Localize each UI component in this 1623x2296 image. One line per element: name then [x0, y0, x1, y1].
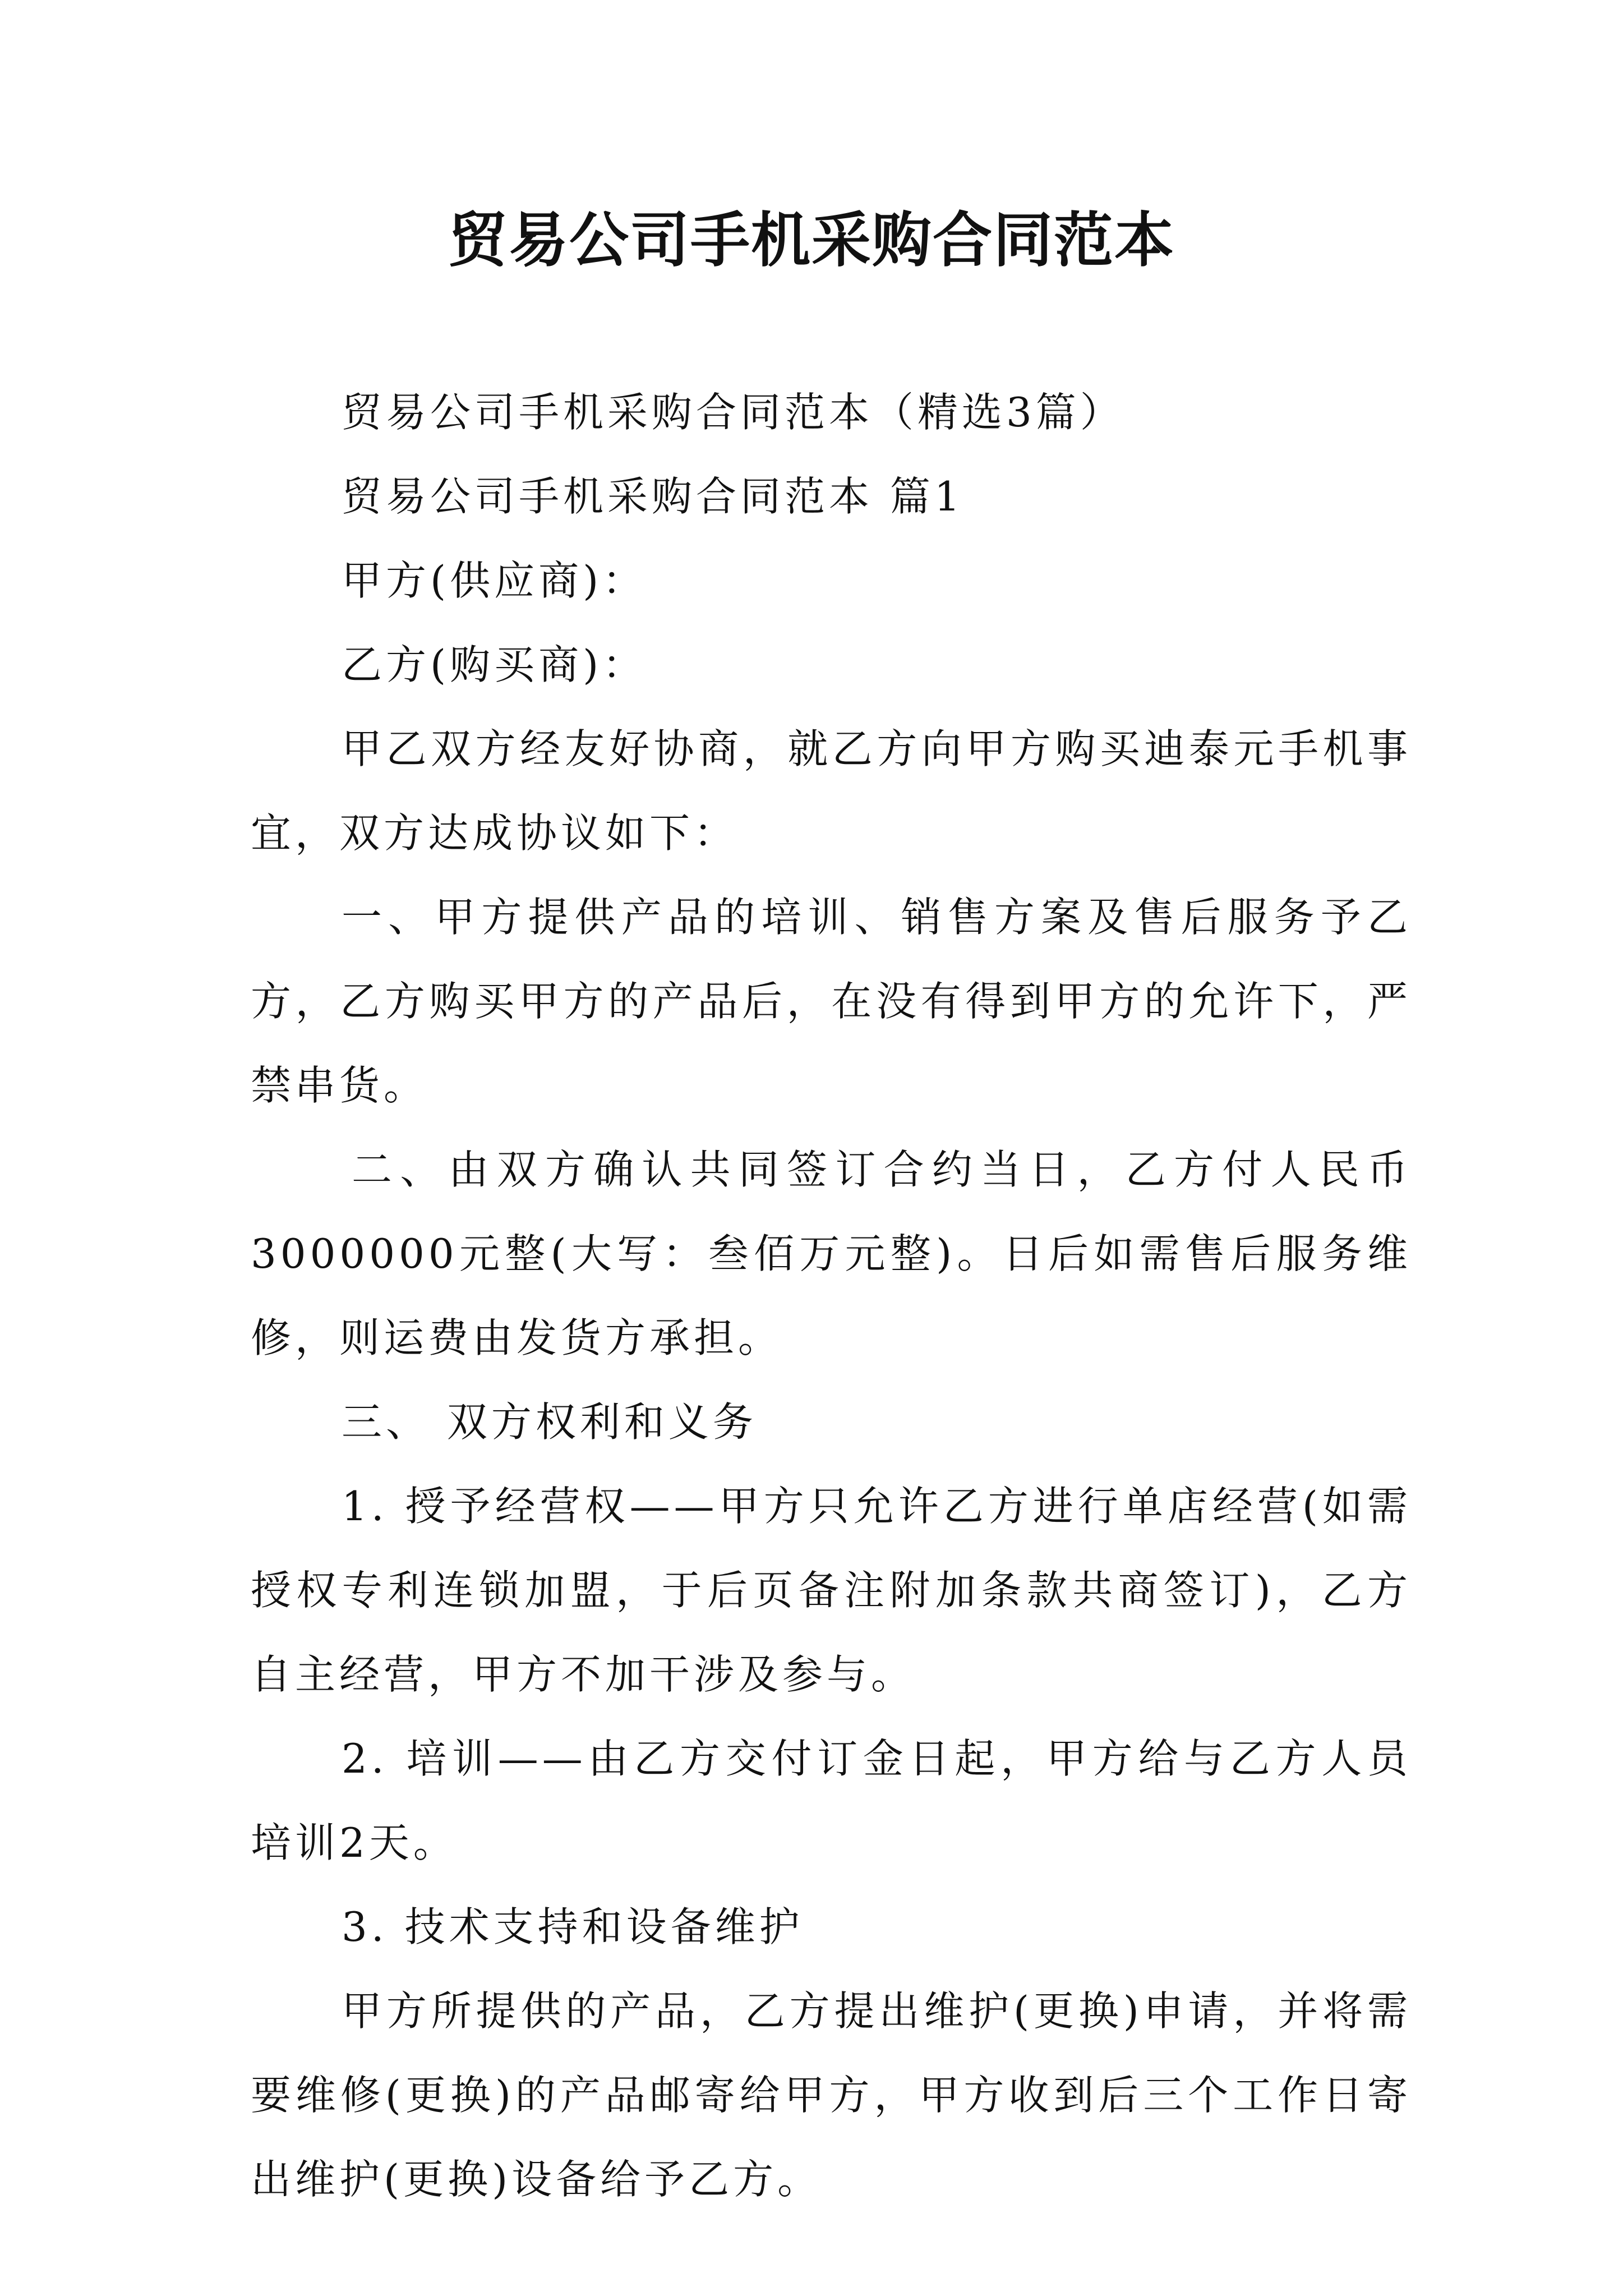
paragraph-clause-3-heading: 三、 双方权利和义务 [342, 1398, 757, 1446]
paragraph-party-b: 乙方(购买商)： [342, 641, 647, 688]
paragraph-clause-2: 二、由双方确认共同签订合约当日，乙方付人民币3000000元整(大写：叁佰万元整)。日后如需售后服务维修，则运费由发货方承担。 [251, 1146, 1412, 1361]
paragraph-item-1: 1. 授予经营权——甲方只允许乙方进行单店经营(如需授权专利连锁加盟，于后页备注附加条款共商签订)，乙方自主经营，甲方不加干涉及参与。 [251, 1483, 1412, 1698]
paragraph-item-3-heading: 3. 技术支持和设备维护 [342, 1903, 804, 1950]
document-title: 贸易公司手机采购合同范本 [448, 205, 1175, 275]
paragraph-intro: 甲乙双方经友好协商，就乙方向甲方购买迪泰元手机事宜，双方达成协议如下： [251, 725, 1412, 857]
paragraph-section-heading: 贸易公司手机采购合同范本 篇1 [342, 473, 964, 520]
paragraph-clause-1: 一、甲方提供产品的培训、销售方案及售后服务予乙方，乙方购买甲方的产品后，在没有得到甲方的允许下，严禁串货。 [251, 894, 1412, 1109]
document-body [251, 370, 1412, 2221]
paragraph-party-a: 甲方(供应商)： [342, 557, 647, 604]
paragraph-item-3-body: 甲方所提供的产品，乙方提出维护(更换)申请，并将需要维修(更换)的产品邮寄给甲方，甲方收到后三个工作日寄出维护(更换)设备给予乙方。 [251, 1987, 1412, 2203]
paragraph-item-2: 2. 培训——由乙方交付订金日起，甲方给与乙方人员培训2天。 [251, 1735, 1412, 1866]
paragraph-subtitle: 贸易公司手机采购合同范本（精选3篇） [342, 389, 1124, 436]
